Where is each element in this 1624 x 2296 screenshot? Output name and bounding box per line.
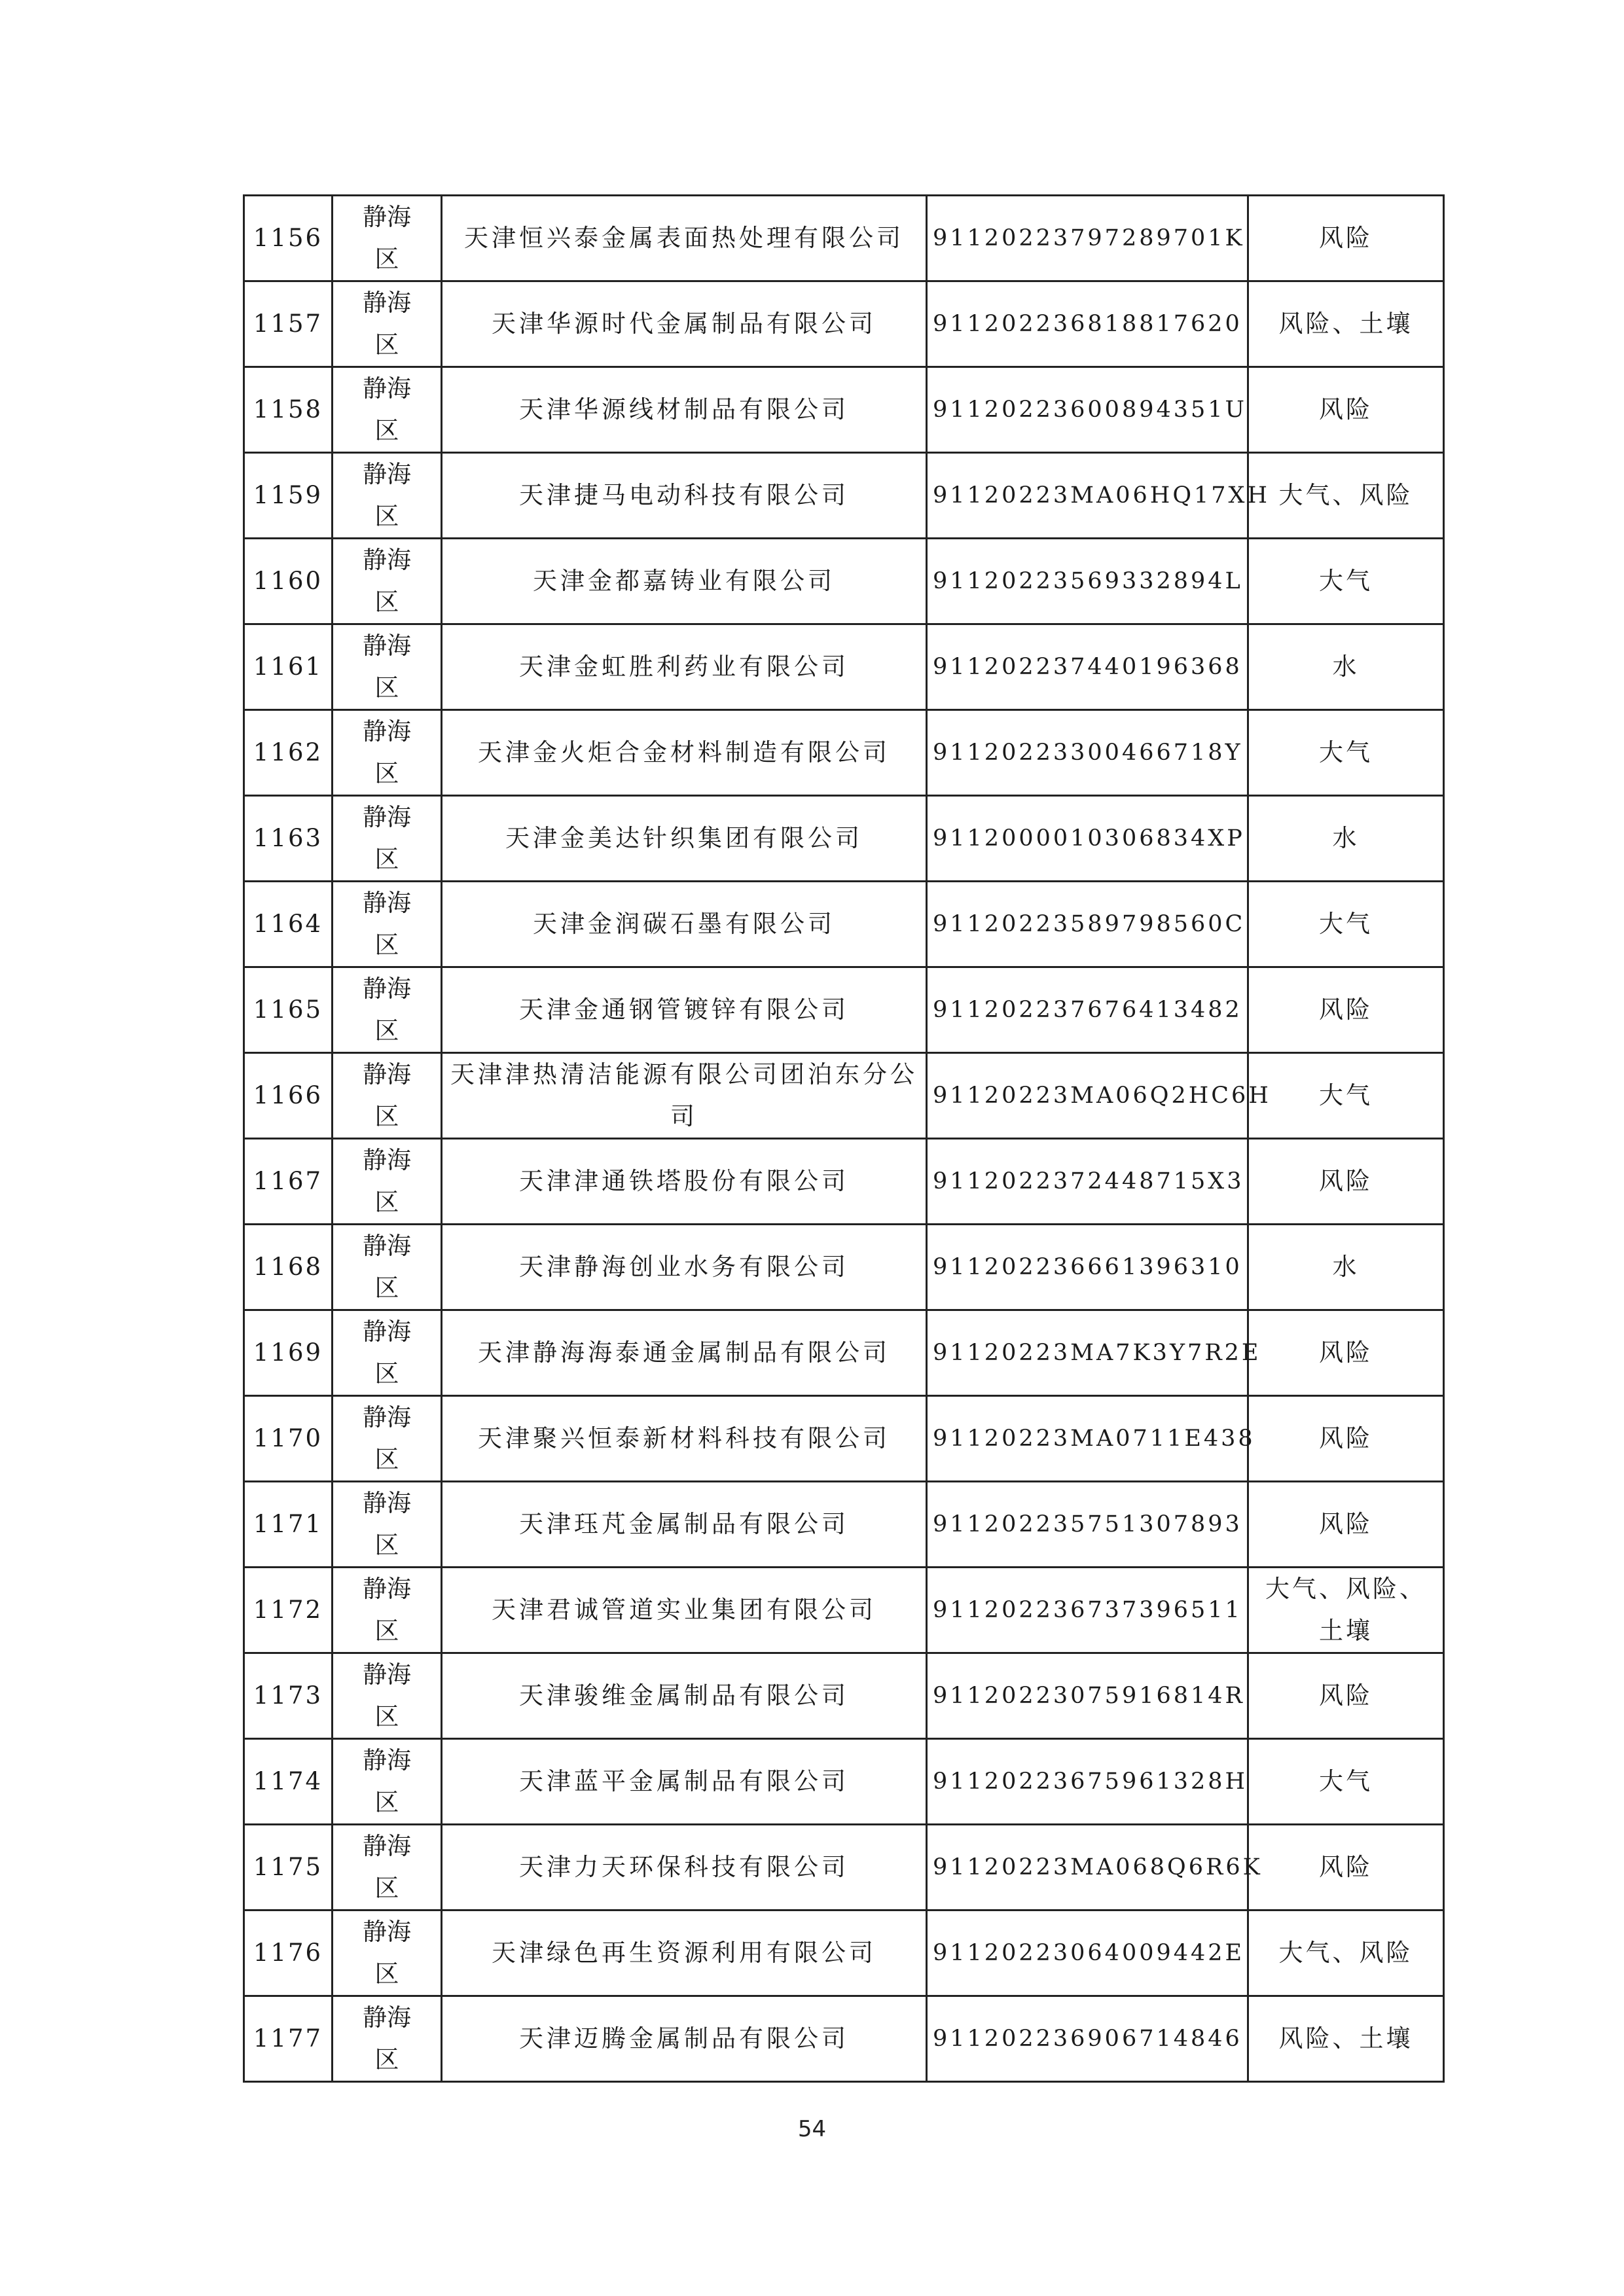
category-cell: 风险 [1248, 1310, 1444, 1396]
district-text: 区 [374, 331, 399, 359]
row-number-cell: 1157 [244, 281, 333, 367]
company-name-cell: 天津珏芃金属制品有限公司 [442, 1482, 927, 1568]
district-text: 静海 [363, 2003, 411, 2032]
company-name-cell: 天津骏维金属制品有限公司 [442, 1653, 927, 1739]
category-cell: 大气 [1248, 539, 1444, 624]
district-text: 静海 [363, 1060, 411, 1088]
district-text: 区 [374, 1102, 399, 1130]
row-number-cell: 1176 [244, 1910, 333, 1996]
table-row [244, 539, 1444, 624]
district-cell [333, 1653, 442, 1739]
credit-code-cell: 9112022372448715X3 [927, 1139, 1248, 1225]
table-row [244, 624, 1444, 710]
table-row [244, 1825, 1444, 1910]
district-text: 静海 [363, 203, 411, 231]
company-name-cell: 天津君诚管道实业集团有限公司 [442, 1568, 927, 1653]
table-row [244, 196, 1444, 281]
district-text: 静海 [363, 975, 411, 1003]
district-text: 区 [374, 416, 399, 444]
table-row [244, 1568, 1444, 1653]
table-row [244, 1910, 1444, 1996]
district-text: 区 [374, 759, 399, 787]
company-name-cell: 天津华源时代金属制品有限公司 [442, 281, 927, 367]
credit-code-cell: 91120223MA06Q2HC6H [927, 1053, 1248, 1139]
category-cell: 风险 [1248, 367, 1444, 453]
category-cell: 风险、土壤 [1248, 281, 1444, 367]
row-number-cell: 1158 [244, 367, 333, 453]
district-cell [333, 1139, 442, 1225]
district-text: 区 [374, 1274, 399, 1302]
district-cell [333, 1739, 442, 1825]
credit-code-cell: 911202236906714846 [927, 1996, 1248, 2082]
table-row [244, 1310, 1444, 1396]
district-text: 静海 [363, 1660, 411, 1689]
credit-code-cell: 911202235751307893 [927, 1482, 1248, 1568]
district-cell [333, 1996, 442, 2082]
credit-code-cell: 91120223600894351U [927, 367, 1248, 453]
company-name-cell: 天津静海海泰通金属制品有限公司 [442, 1310, 927, 1396]
district-text: 区 [374, 1874, 399, 1902]
company-name-cell: 天津捷马电动科技有限公司 [442, 453, 927, 539]
district-text: 静海 [363, 289, 411, 317]
table-row [244, 281, 1444, 367]
table-row [244, 367, 1444, 453]
district-text: 区 [374, 1188, 399, 1216]
row-number-cell: 1160 [244, 539, 333, 624]
table-row [244, 1139, 1444, 1225]
credit-code-cell: 91120223569332894L [927, 539, 1248, 624]
district-text: 静海 [363, 1918, 411, 1946]
district-text: 静海 [363, 1146, 411, 1174]
company-name-cell: 天津金虹胜利药业有限公司 [442, 624, 927, 710]
row-number-cell: 1163 [244, 796, 333, 882]
district-text: 区 [374, 1531, 399, 1559]
district-text: 静海 [363, 1232, 411, 1260]
category-cell: 大气 [1248, 710, 1444, 796]
category-cell: 水 [1248, 624, 1444, 710]
district-text: 静海 [363, 546, 411, 574]
category-cell: 风险 [1248, 1825, 1444, 1910]
credit-code-cell: 91120223MA7K3Y7R2E [927, 1310, 1248, 1396]
table-row [244, 967, 1444, 1053]
district-cell [333, 624, 442, 710]
category-cell: 风险 [1248, 1653, 1444, 1739]
row-number-cell: 1156 [244, 196, 333, 281]
district-text: 静海 [363, 1832, 411, 1860]
row-number-cell: 1161 [244, 624, 333, 710]
table-row [244, 1482, 1444, 1568]
district-text: 静海 [363, 460, 411, 488]
table-row [244, 1996, 1444, 2082]
table-row [244, 1739, 1444, 1825]
table-row [244, 710, 1444, 796]
credit-code-cell: 911202236737396511 [927, 1568, 1248, 1653]
table-row [244, 882, 1444, 967]
district-text: 静海 [363, 1489, 411, 1517]
district-text: 区 [374, 1445, 399, 1473]
district-cell [333, 1825, 442, 1910]
category-cell: 大气、风险、土壤 [1248, 1568, 1444, 1653]
category-cell: 水 [1248, 1225, 1444, 1310]
table-row [244, 1053, 1444, 1139]
district-cell [333, 1225, 442, 1310]
credit-code-cell: 911202236661396310 [927, 1225, 1248, 1310]
district-text: 区 [374, 845, 399, 873]
district-cell [333, 882, 442, 967]
district-text: 区 [374, 1016, 399, 1045]
district-cell [333, 967, 442, 1053]
row-number-cell: 1168 [244, 1225, 333, 1310]
row-number-cell: 1173 [244, 1653, 333, 1739]
category-cell: 大气、风险 [1248, 1910, 1444, 1996]
row-number-cell: 1169 [244, 1310, 333, 1396]
district-text: 静海 [363, 1318, 411, 1346]
credit-code-cell: 91120223300466718Y [927, 710, 1248, 796]
credit-code-cell: 91120223064009442E [927, 1910, 1248, 1996]
enterprise-table-container [243, 194, 1443, 2083]
row-number-cell: 1170 [244, 1396, 333, 1482]
row-number-cell: 1175 [244, 1825, 333, 1910]
district-cell [333, 1053, 442, 1139]
district-cell [333, 796, 442, 882]
district-text: 区 [374, 2045, 399, 2073]
district-cell [333, 1396, 442, 1482]
enterprise-table [243, 194, 1445, 2083]
row-number-cell: 1159 [244, 453, 333, 539]
credit-code-cell: 911202237440196368 [927, 624, 1248, 710]
credit-code-cell: 911202237676413482 [927, 967, 1248, 1053]
district-cell [333, 1910, 442, 1996]
district-text: 区 [374, 1788, 399, 1816]
district-cell [333, 710, 442, 796]
company-name-cell: 天津金润碳石墨有限公司 [442, 882, 927, 967]
company-name-cell: 天津绿色再生资源利用有限公司 [442, 1910, 927, 1996]
company-name-cell: 天津聚兴恒泰新材料科技有限公司 [442, 1396, 927, 1482]
company-name-cell: 天津力天环保科技有限公司 [442, 1825, 927, 1910]
district-text: 区 [374, 245, 399, 273]
district-cell [333, 367, 442, 453]
district-text: 区 [374, 1702, 399, 1731]
category-cell: 大气 [1248, 1739, 1444, 1825]
district-cell [333, 281, 442, 367]
credit-code-cell: 911202236818817620 [927, 281, 1248, 367]
category-cell: 风险 [1248, 1396, 1444, 1482]
district-cell [333, 539, 442, 624]
row-number-cell: 1164 [244, 882, 333, 967]
credit-code-cell: 91120223MA06HQ17XH [927, 453, 1248, 539]
district-text: 区 [374, 1359, 399, 1388]
company-name-cell: 天津金通钢管镀锌有限公司 [442, 967, 927, 1053]
table-row [244, 1225, 1444, 1310]
district-text: 静海 [363, 889, 411, 917]
company-name-cell: 天津静海创业水务有限公司 [442, 1225, 927, 1310]
company-name-cell: 天津华源线材制品有限公司 [442, 367, 927, 453]
district-text: 区 [374, 673, 399, 702]
row-number-cell: 1165 [244, 967, 333, 1053]
category-cell: 风险 [1248, 196, 1444, 281]
company-name-cell: 天津恒兴泰金属表面热处理有限公司 [442, 196, 927, 281]
table-row [244, 453, 1444, 539]
district-text: 静海 [363, 374, 411, 403]
company-name-cell: 天津金都嘉铸业有限公司 [442, 539, 927, 624]
district-cell [333, 196, 442, 281]
district-cell [333, 453, 442, 539]
credit-code-cell: 91120223MA068Q6R6K [927, 1825, 1248, 1910]
company-name-cell: 天津迈腾金属制品有限公司 [442, 1996, 927, 2082]
district-text: 区 [374, 1617, 399, 1645]
district-text: 静海 [363, 632, 411, 660]
district-text: 静海 [363, 1575, 411, 1603]
category-cell: 风险 [1248, 967, 1444, 1053]
credit-code-cell: 91120223MA0711E438 [927, 1396, 1248, 1482]
row-number-cell: 1177 [244, 1996, 333, 2082]
district-text: 静海 [363, 1746, 411, 1774]
category-cell: 风险 [1248, 1139, 1444, 1225]
district-cell [333, 1310, 442, 1396]
district-cell [333, 1482, 442, 1568]
row-number-cell: 1162 [244, 710, 333, 796]
district-text: 区 [374, 931, 399, 959]
district-text: 区 [374, 588, 399, 616]
category-cell: 大气、风险 [1248, 453, 1444, 539]
credit-code-cell: 91120223797289701K [927, 196, 1248, 281]
table-row [244, 1653, 1444, 1739]
company-name-cell: 天津金美达针织集团有限公司 [442, 796, 927, 882]
district-text: 静海 [363, 717, 411, 745]
district-text: 区 [374, 1960, 399, 1988]
category-cell: 水 [1248, 796, 1444, 882]
district-text: 静海 [363, 1403, 411, 1431]
district-text: 静海 [363, 803, 411, 831]
category-cell: 大气 [1248, 1053, 1444, 1139]
credit-code-cell: 91120223589798560C [927, 882, 1248, 967]
company-name-cell: 天津津通铁塔股份有限公司 [442, 1139, 927, 1225]
row-number-cell: 1167 [244, 1139, 333, 1225]
table-row [244, 796, 1444, 882]
row-number-cell: 1171 [244, 1482, 333, 1568]
row-number-cell: 1166 [244, 1053, 333, 1139]
page-number: 54 [797, 2116, 827, 2142]
category-cell: 风险 [1248, 1482, 1444, 1568]
credit-code-cell: 9112000010306834XP [927, 796, 1248, 882]
company-name-cell: 天津金火炬合金材料制造有限公司 [442, 710, 927, 796]
table-body [244, 196, 1444, 2082]
company-name-cell: 天津蓝平金属制品有限公司 [442, 1739, 927, 1825]
row-number-cell: 1172 [244, 1568, 333, 1653]
credit-code-cell: 91120223675961328H [927, 1739, 1248, 1825]
district-text: 区 [374, 502, 399, 530]
table-row [244, 1396, 1444, 1482]
company-name-cell: 天津津热清洁能源有限公司团泊东分公司 [442, 1053, 927, 1139]
row-number-cell: 1174 [244, 1739, 333, 1825]
category-cell: 风险、土壤 [1248, 1996, 1444, 2082]
district-cell [333, 1568, 442, 1653]
credit-code-cell: 91120223075916814R [927, 1653, 1248, 1739]
category-cell: 大气 [1248, 882, 1444, 967]
